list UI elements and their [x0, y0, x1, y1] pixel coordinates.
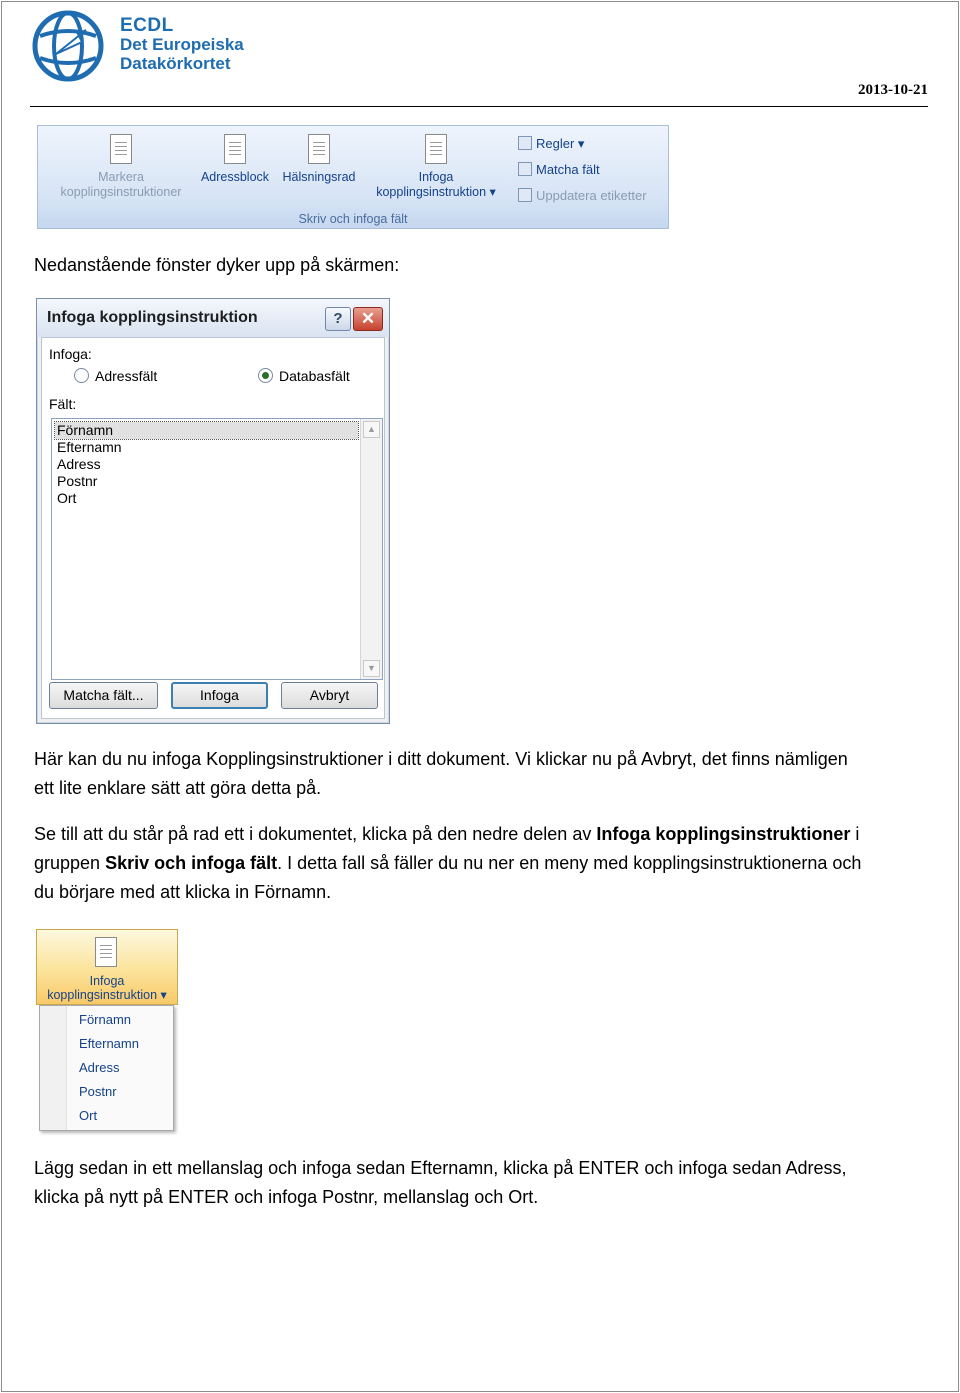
ribbon-infoga-button[interactable] [364, 134, 508, 200]
matcha-falt-button[interactable]: Matcha fält... [49, 682, 158, 709]
match-fields-icon [518, 162, 532, 176]
paragraph-3-line-1 [34, 820, 934, 849]
logo-line-1: ECDL [120, 15, 174, 36]
ribbon-button-label: Hälsningsrad [282, 170, 356, 184]
logo-line-3: Datakörkortet [120, 54, 231, 73]
ribbon-button-label: Infoga [418, 170, 454, 184]
dialog-title: Infoga kopplingsinstruktion [47, 309, 258, 326]
ribbon-group-screenshot [37, 125, 669, 229]
document-icon [110, 134, 132, 164]
radio-on-icon [258, 368, 273, 383]
list-item-adress[interactable]: Adress [57, 456, 101, 472]
fields-listbox[interactable] [51, 418, 383, 680]
paragraph-4-line-1: Lägg sedan in ett mellanslag och infoga sedan Efternamn, klicka på ENTER och infoga sedan Adress, [34, 1158, 847, 1178]
ribbon-adressblock-button[interactable] [196, 134, 274, 185]
document-icon [425, 134, 447, 164]
list-item-postnr[interactable]: Postnr [57, 473, 98, 489]
radio-off-icon [74, 368, 89, 383]
help-icon[interactable]: ? [325, 307, 351, 331]
avbryt-button[interactable]: Avbryt [281, 682, 378, 709]
text-span: i [850, 824, 860, 844]
radio-adressfalt[interactable] [74, 368, 157, 384]
listbox-scrollbar[interactable] [360, 419, 382, 679]
list-item-efternamn[interactable]: Efternamn [57, 439, 122, 455]
falt-label: Fält: [49, 396, 77, 412]
menu-item-efternamn[interactable]: Efternamn [79, 1036, 139, 1051]
paragraph-intro: Nedanstående fönster dyker upp på skärmen: [34, 255, 400, 275]
dropdown-menu [39, 1005, 174, 1131]
ecdl-logo [30, 6, 250, 88]
menu-item-ort[interactable]: Ort [79, 1108, 98, 1123]
ribbon-markera-button[interactable] [46, 134, 196, 200]
text-span: Se till att du står på rad ett i dokumentet, klicka på den nedre delen av [34, 824, 597, 844]
dialog-body [41, 337, 385, 719]
update-labels-icon [518, 188, 532, 202]
close-icon[interactable]: ✕ [353, 307, 383, 331]
document-icon [95, 937, 117, 967]
ribbon-uppdatera-button[interactable] [518, 188, 647, 203]
list-item-ort[interactable]: Ort [57, 490, 77, 506]
header-date: 2013-10-21 [858, 82, 928, 98]
list-item-fornamn[interactable]: Förnamn [55, 422, 358, 439]
bold-span: Infoga kopplingsinstruktioner [596, 824, 851, 844]
radio-label: Adressfält [95, 368, 158, 384]
paragraph-4-line-2: klicka på nytt på ENTER och infoga Postnr, mellanslag och Ort. [34, 1187, 539, 1207]
radio-databasfalt[interactable] [258, 368, 350, 384]
ribbon-side-label: Regler ▾ [536, 136, 585, 151]
insert-merge-field-dialog [36, 298, 390, 724]
ribbon-matcha-button[interactable] [518, 162, 600, 177]
scroll-down-icon[interactable]: ▼ [363, 660, 380, 677]
infoga-label: Infoga: [49, 346, 92, 362]
paragraph-3-line-3: du börjare med att klicka in Förnamn. [34, 882, 332, 902]
ecdl-globe-icon [30, 6, 110, 86]
ribbon-side-label: Uppdatera etiketter [536, 188, 647, 203]
paragraph-2 [34, 745, 934, 803]
radio-label: Databasfält [279, 368, 350, 384]
document-icon [308, 134, 330, 164]
dropdown-button[interactable] [36, 929, 178, 1005]
menu-item-fornamn[interactable]: Förnamn [79, 1012, 132, 1027]
text-span: . I detta fall så fäller du nu ner en meny med kopplingsinstruktionerna och [277, 853, 862, 873]
ribbon-button-label: kopplingsinstruktion ▾ [376, 185, 496, 199]
paragraph-3-line-2 [34, 849, 934, 878]
menu-item-adress[interactable]: Adress [79, 1060, 120, 1075]
paragraph-4 [34, 1154, 934, 1212]
merge-field-dropdown-screenshot [36, 929, 178, 1131]
paragraph-2-line-1: Här kan du nu infoga Kopplingsinstruktioner i ditt dokument. Vi klickar nu på Avbryt, det finns nämligen [34, 749, 848, 769]
ribbon-halsningsrad-button[interactable] [276, 134, 362, 185]
dropdown-button-label [37, 974, 177, 1002]
text-span: gruppen [34, 853, 106, 873]
paragraph-2-line-2: ett lite enklare sätt att göra detta på. [34, 778, 322, 798]
ribbon-button-label: Adressblock [200, 170, 270, 184]
logo-line-2: Det Europeiska [120, 35, 244, 54]
bold-span: Skriv och infoga fält [105, 853, 278, 873]
header-rule [30, 106, 928, 107]
dialog-title-bar [37, 299, 389, 337]
dropdown-label-line: kopplingsinstruktion ▾ [47, 988, 167, 1002]
ribbon-regler-button[interactable] [518, 136, 584, 152]
paragraph-3 [34, 820, 934, 907]
scroll-up-icon[interactable]: ▲ [363, 421, 380, 438]
ribbon-side-label: Matcha fält [536, 162, 600, 177]
menu-item-postnr[interactable]: Postnr [79, 1084, 117, 1099]
ribbon-button-label: Markera [98, 170, 144, 184]
document-icon [224, 134, 246, 164]
dropdown-label-line: Infoga [89, 974, 125, 988]
rules-icon [518, 136, 532, 150]
infoga-button[interactable]: Infoga [171, 682, 268, 709]
ribbon-group-label: Skriv och infoga fält [298, 212, 408, 226]
ribbon-button-label: kopplingsinstruktioner [60, 185, 182, 199]
